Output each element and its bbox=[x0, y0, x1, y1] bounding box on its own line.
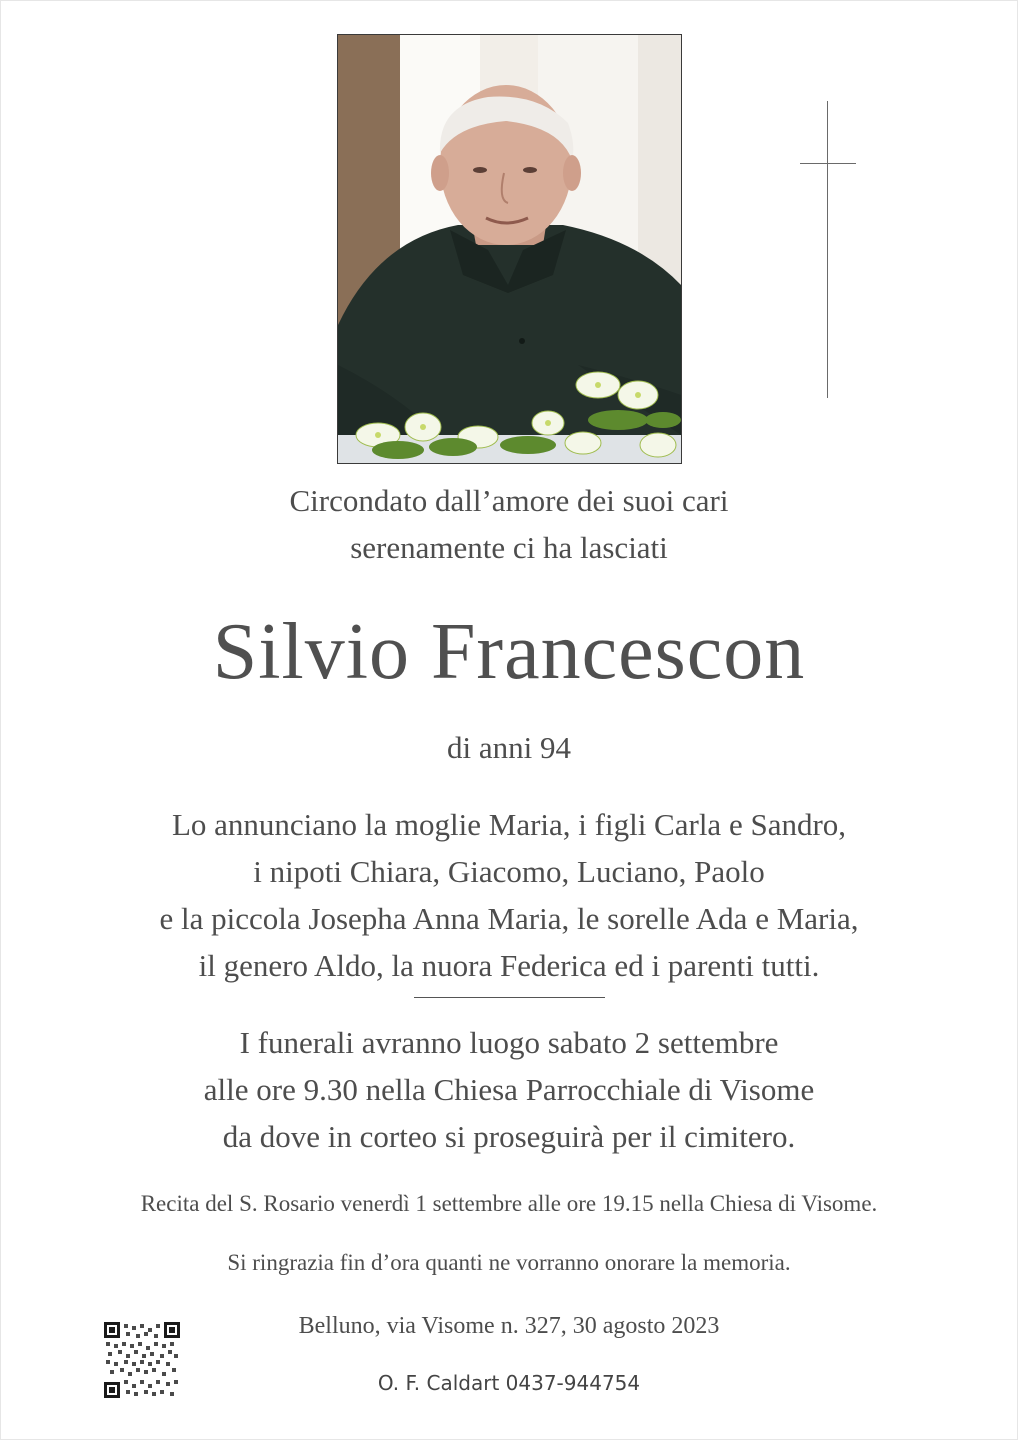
announcement-line-1: Lo annunciano la moglie Maria, i figli Carla e Sandro, bbox=[171, 807, 847, 842]
deceased-name: Silvio Francescon bbox=[212, 608, 806, 696]
qr-code-graphic bbox=[104, 1322, 180, 1398]
portrait-illustration bbox=[338, 35, 681, 463]
announcement-line-3: e la piccola Josepha Anna Maria, le sorelle Ada e Maria, bbox=[159, 901, 859, 936]
cross-horizontal-bar bbox=[800, 163, 856, 164]
section-divider bbox=[414, 997, 605, 998]
rosary-notice: Recita del S. Rosario venerdì 1 settembre alle ore 19.15 nella Chiesa di Visome. bbox=[140, 1191, 878, 1216]
portrait-photo bbox=[337, 34, 682, 464]
intro-line-1: Circondato dall’amore dei suoi cari bbox=[289, 483, 729, 518]
qr-code-icon[interactable] bbox=[104, 1322, 180, 1398]
announcement-line-2: i nipoti Chiara, Giacomo, Luciano, Paolo bbox=[253, 854, 765, 889]
funeral-line-1: I funerali avranno luogo sabato 2 settembre bbox=[239, 1025, 779, 1060]
intro-line-2: serenamente ci ha lasciati bbox=[350, 530, 668, 565]
funeral-line-3: da dove in corteo si proseguirà per il cimitero. bbox=[222, 1119, 796, 1154]
cross-icon bbox=[800, 101, 856, 398]
announcement-line-4: il genero Aldo, la nuora Federica ed i parenti tutti. bbox=[198, 948, 820, 983]
place-date: Belluno, via Visome n. 327, 30 agosto 2023 bbox=[298, 1313, 720, 1339]
cross-vertical-bar bbox=[827, 101, 828, 398]
thanks-notice: Si ringrazia fin d’ora quanti ne vorranno onorare la memoria. bbox=[227, 1250, 791, 1275]
funeral-line-2: alle ore 9.30 nella Chiesa Parrocchiale di Visome bbox=[203, 1072, 815, 1107]
deceased-age: di anni 94 bbox=[447, 730, 571, 765]
funeral-agency: O. F. Caldart 0437-944754 bbox=[377, 1371, 641, 1395]
